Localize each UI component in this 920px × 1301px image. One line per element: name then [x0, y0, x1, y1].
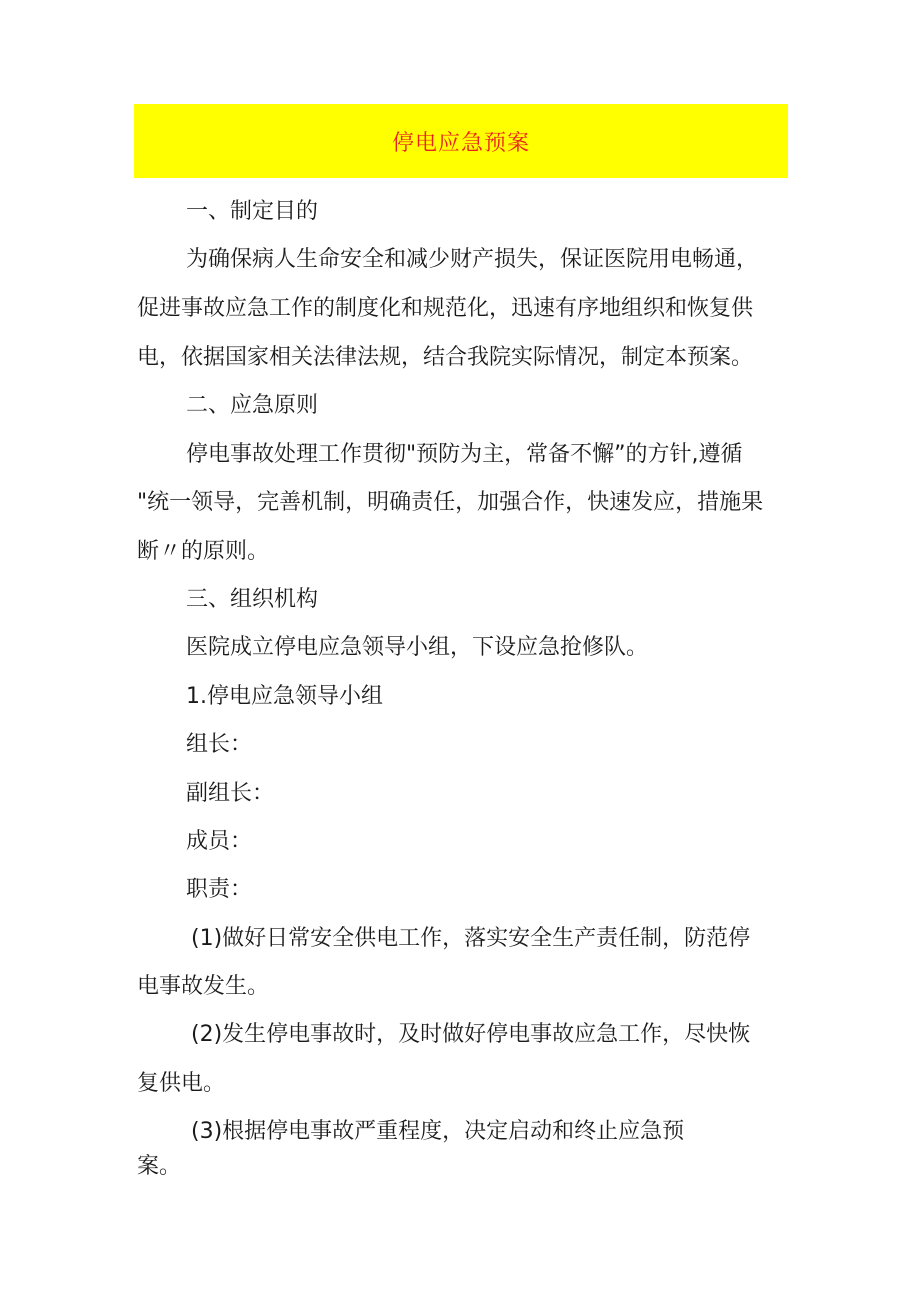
field-vice-leader: 副组长：: [186, 781, 275, 806]
field-members: 成员：: [186, 829, 253, 854]
section-heading-purpose: 一、制定目的: [186, 199, 319, 224]
subsection-heading: 1.停电应急领导小组: [186, 684, 383, 709]
section-heading-organization: 三、组织机构: [186, 587, 319, 612]
paragraph-line: 电，依据国家相关法律法规，结合我院实际情况，制定本预案。: [137, 345, 754, 370]
field-duties: 职责：: [186, 877, 253, 902]
title-banner: [134, 104, 788, 178]
section-heading-principles: 二、应急原则: [186, 393, 319, 418]
duty-item-line: 案。: [137, 1154, 182, 1179]
paragraph-line: 断〃的原则。: [137, 539, 270, 564]
field-leader: 组长：: [186, 732, 253, 757]
paragraph-line: 停电事故处理工作贯彻"预防为主，常备不懈”的方针,遵循: [186, 442, 743, 467]
duty-item-line: 复供电。: [137, 1071, 226, 1096]
duty-item-line: (1)做好日常安全供电工作，落实安全生产责任制，防范停: [191, 926, 751, 951]
paragraph-line: "统一领导，完善机制，明确责任，加强合作，快速发应，措施果: [137, 490, 764, 515]
duty-item-line: (2)发生停电事故时，及时做好停电事故应急工作，尽快恢: [191, 1022, 751, 1047]
paragraph-line: 为确保病人生命安全和减少财产损失，保证医院用电畅通，: [186, 247, 759, 272]
duty-item-line: (3)根据停电事故严重程度，决定启动和终止应急预: [191, 1119, 685, 1144]
document-title: 停电应急预案: [391, 130, 530, 156]
duty-item-line: 电事故发生。: [137, 974, 270, 999]
paragraph-line: 促进事故应急工作的制度化和规范化，迅速有序地组织和恢复供: [137, 296, 754, 321]
paragraph-line: 医院成立停电应急领导小组，下设应急抢修队。: [186, 635, 649, 660]
